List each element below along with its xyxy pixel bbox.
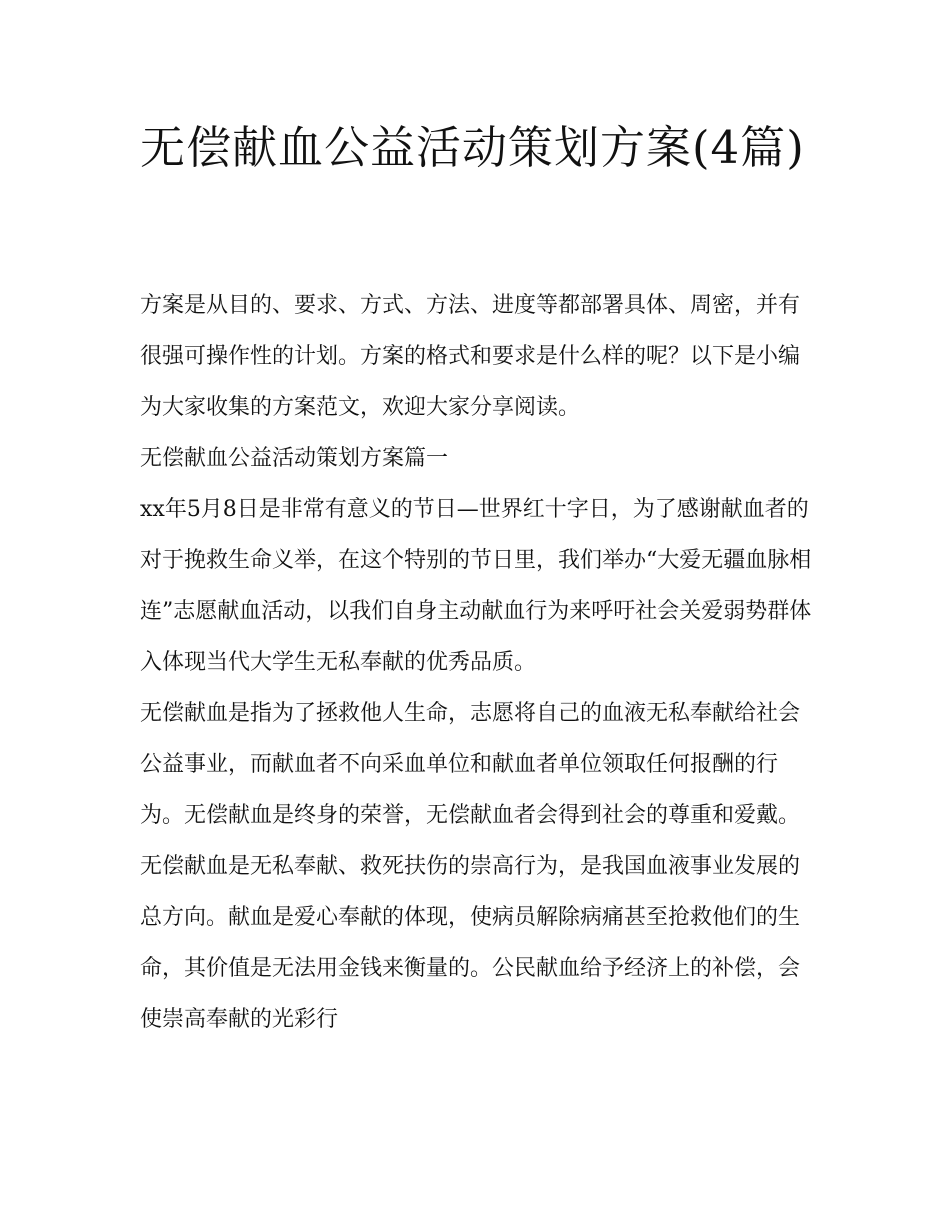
intro-paragraph: 方案是从目的、要求、方式、方法、进度等都部署具体、周密，并有很强可操作性的计划。方案的格式和要求是什么样的呢？以下是小编为大家收集的方案范文，欢迎大家分享阅读。 xyxy=(140,293,801,420)
document-title: 无偿献血公益活动策划方案(4篇) xyxy=(140,121,805,174)
document-body xyxy=(140,280,820,1045)
body-paragraph: 无偿献血是指为了拯救他人生命，志愿将自己的血液无私奉献给社会公益事业，而献血者不向采血单位和献血者单位领取任何报酬的行为。无偿献血是终身的荣誉，无偿献血者会得到社会的尊重和爱戴。无偿献血是无私奉献、救死扶伤的崇高行为，是我国血液事业发展的总方向。献血是爱心奉献的体现，使病员解除病痛甚至抢救他们的生命，其价值是无法用金钱来衡量的。公民献血给予经济上的补偿，会使崇高奉献的光彩行 xyxy=(140,701,801,1032)
section-heading: 无偿献血公益活动策划方案篇一 xyxy=(140,446,449,471)
body-paragraph: xx年5月8日是非常有意义的节日—世界红十字日，为了感谢献血者的对于挽救生命义举，在这个特别的节日里，我们举办“大爱无疆血脉相连”志愿献血活动，以我们自身主动献血行为来呼吁社会关爱弱势群体入体现当代大学生无私奉献的优秀品质。 xyxy=(140,497,812,675)
